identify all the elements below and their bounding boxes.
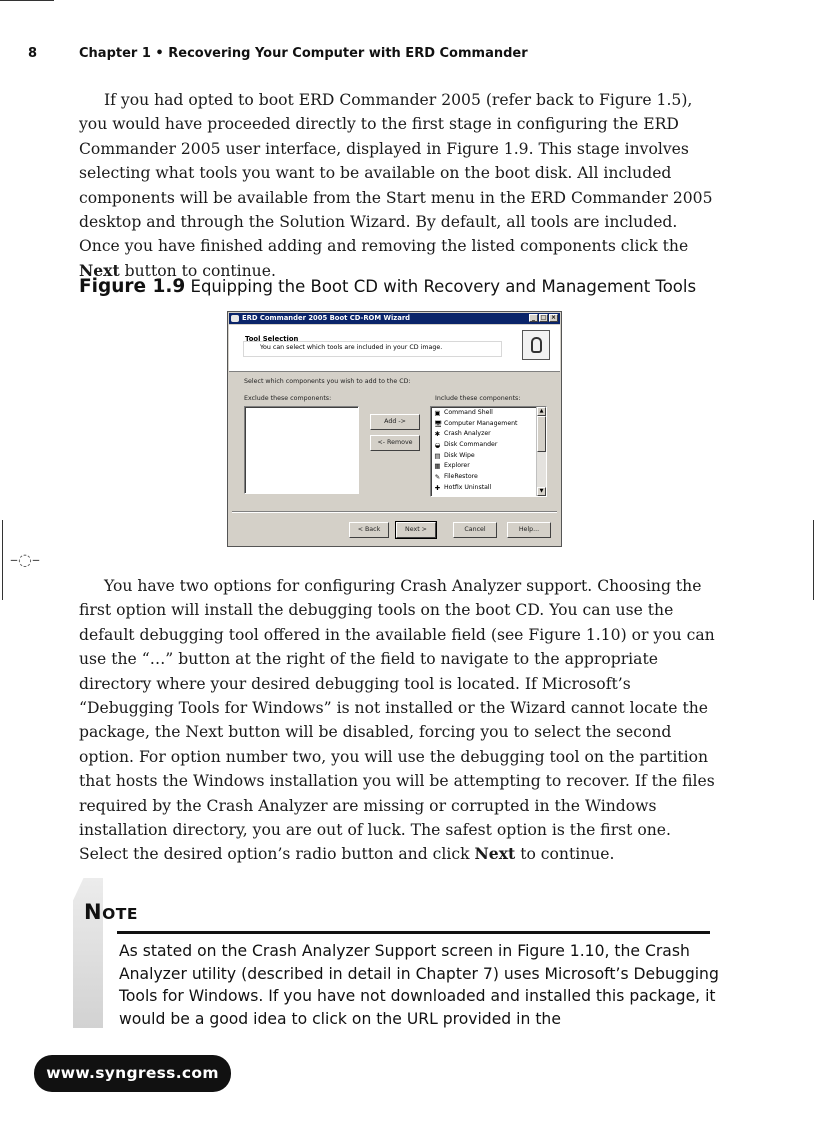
section-subtitle: You can select which tools are included in your CD image.: [260, 344, 443, 351]
computer-management-icon: 🖥: [434, 419, 443, 428]
list-item[interactable]: ✱ Crash Analyzer: [434, 430, 491, 439]
paragraph-intro-tail: button to continue.: [124, 261, 276, 280]
back-button[interactable]: < Back: [349, 522, 389, 538]
paragraph-crash-analyzer-tail: to continue.: [520, 845, 615, 864]
section-title: Tool Selection: [245, 335, 299, 343]
running-title: Chapter 1 • Recovering Your Computer with ERD Commander: [79, 46, 528, 61]
wizard-tools-icon: [522, 330, 550, 360]
list-item[interactable]: ▦ Explorer: [434, 462, 470, 471]
paragraph-intro-bold: Next: [79, 260, 120, 280]
list-item[interactable]: ✎ FileRestore: [434, 473, 478, 482]
paragraph-intro-text: If you had opted to boot ERD Commander 2005 (refer back to Figure 1.5), you would have proceeded directly to the first stage in configuring the ERD Commander 2005 user interface, displayed in Figure 1.9. This stage involves selecting what tools you want to be available on the boot disk. All included components will be available from the Start menu in the ERD Commander 2005 desktop and through the Solution Wizard. By default, all tools are included. Once you have finished adding and removing the listed components click the: [79, 91, 713, 256]
wizard-header-panel: [229, 325, 560, 372]
note-rule: [117, 931, 710, 934]
file-restore-icon: ✎: [434, 473, 441, 482]
disk-wipe-icon: ▤: [434, 451, 441, 460]
crash-analyzer-icon: ✱: [434, 430, 441, 439]
include-label: Include these components:: [435, 395, 521, 402]
scroll-down-icon[interactable]: ▼: [537, 487, 546, 496]
top-rule: [0, 0, 54, 1]
add-button[interactable]: Add ->: [370, 414, 420, 430]
cancel-button[interactable]: Cancel: [453, 522, 497, 538]
figure-number: Figure 1.9: [79, 276, 186, 297]
component-list: [432, 408, 536, 494]
disk-commander-icon: ◒: [434, 441, 441, 450]
list-item[interactable]: ◒ Disk Commander: [434, 441, 498, 450]
paragraph-intro: [79, 88, 719, 283]
app-icon: [231, 315, 239, 322]
binding-mark-left: [2, 520, 3, 600]
instruction-label: Select which components you wish to add to the CD:: [244, 378, 411, 385]
component-list-scrollbar[interactable]: [536, 407, 546, 496]
note-title-initial: N: [84, 900, 103, 924]
window-titlebar: [229, 313, 560, 324]
scroll-thumb[interactable]: [537, 416, 546, 452]
note-text: As stated on the Crash Analyzer Support screen in Figure 1.10, the Crash Analyzer utility (described in detail in Chapter 7) uses Microsoft’s Debugging Tools for Windows. If you have not downloaded and installed this package, it would be a good idea to click on the URL provided in the: [119, 942, 719, 1028]
help-button[interactable]: Help...: [507, 522, 551, 538]
footer-url[interactable]: www.syngress.com: [34, 1055, 231, 1092]
button-separator: [232, 511, 557, 513]
figure-caption: [79, 276, 696, 297]
paragraph-crash-analyzer: [79, 574, 719, 867]
list-item[interactable]: 🖥 Computer Management: [434, 419, 518, 428]
note-title-rest: OTE: [102, 905, 138, 923]
include-listbox[interactable]: [430, 406, 547, 497]
exclude-listbox[interactable]: [244, 406, 359, 494]
figure-caption-text: Equipping the Boot CD with Recovery and Management Tools: [190, 277, 697, 296]
exclude-label: Exclude these components:: [244, 395, 332, 402]
maximize-icon[interactable]: □: [540, 314, 547, 321]
hotfix-uninstall-icon: ✚: [434, 483, 441, 492]
registration-mark-icon: –◌–: [10, 550, 40, 569]
window-title: ERD Commander 2005 Boot CD-ROM Wizard: [242, 314, 411, 322]
list-item[interactable]: ▣ Command Shell: [434, 409, 493, 417]
command-shell-icon: ▣: [434, 409, 441, 417]
paragraph-crash-analyzer-text: You have two options for configuring Crash Analyzer support. Choosing the first option will install the debugging tools on the boot CD. You can use the default debugging tool offered in the available field (see Figure 1.10) or you can use the “…” button at the right of the field to navigate to the appropriate directory where your desired debugging tool is located. If Microsoft’s “Debugging Tools for Windows” is not installed or the Wizard cannot locate the package, the Next button will be disabled, forcing you to select the second option. For option number two, you will use the debugging tool on the partition that hosts the Windows installation you will be attempting to recover. If the files required by the Crash Analyzer are missing or corrupted in the Windows installation directory, you are out of luck. The safest option is the first one. Select the desired option’s radio button and click: [79, 577, 715, 864]
page-number: 8: [28, 46, 38, 61]
paragraph-crash-analyzer-bold: Next: [474, 844, 516, 864]
minimize-icon[interactable]: _: [529, 314, 538, 322]
scroll-up-icon[interactable]: ▲: [537, 407, 546, 416]
close-icon[interactable]: ×: [550, 314, 557, 321]
list-item[interactable]: ▤ Disk Wipe: [434, 451, 475, 460]
note-title: [84, 900, 138, 924]
running-header: [28, 46, 528, 61]
next-button[interactable]: Next >: [396, 522, 436, 538]
explorer-icon: ▦: [434, 462, 441, 471]
list-item[interactable]: ✚ Hotfix Uninstall: [434, 483, 492, 492]
remove-button[interactable]: <- Remove: [370, 435, 420, 451]
window-controls: [529, 314, 558, 322]
binding-mark-right: [813, 520, 814, 600]
wizard-window: [227, 311, 562, 547]
